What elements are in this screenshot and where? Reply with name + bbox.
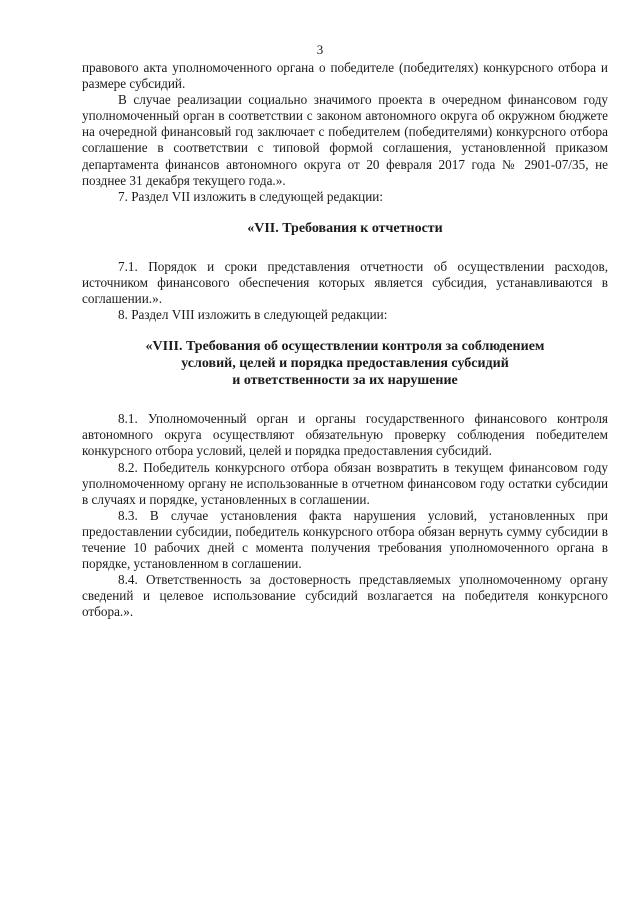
intro-block [82,60,608,205]
section-viii-heading-line: «VIII. Требования об осуществлении контроля за соблюдением [145,339,545,355]
paragraph-item-7: 7. Раздел VII изложить в следующей редакции: [118,188,383,204]
section-vii-body [82,259,608,323]
paragraph-7-1: 7.1. Порядок и сроки представления отчетности об осуществлении расходов, источником финансового обеспечения которых является субсидия, устанавливаются в соглашении.». [82,258,608,307]
section-viii-heading-line: условий, целей и порядка предоставления субсидий [181,356,509,372]
section-vii-heading: «VII. Требования к отчетности [247,220,443,236]
paragraph-continuation: правового акта уполномоченного органа о победителе (победителях) конкурсного отбора и размере субсидий. [82,60,608,92]
section-viii-heading [82,338,608,389]
paragraph-8-2: 8.2. Победитель конкурсного отбора обязан возвратить в текущем финансовом году уполномоченному органу не использованные в отчетном финансовом году остатки субсидии в случаях и порядке, установленных в соглашении. [82,459,608,507]
paragraph-8-3: 8.3. В случае установления факта нарушения условий, установленных при предоставлении субсидии, победитель конкурсного отбора обязан вернуть сумму субсидии в течение 10 рабочих дней с момента получения требования уполномоченного органа в порядке, установленном в соглашении. [82,507,608,572]
paragraph-8-4: 8.4. Ответственность за достоверность представляемых уполномоченному органу сведений и целевое использование субсидий возлагается на победителя конкурсного отбора.». [82,572,608,620]
section-viii-body [82,411,608,620]
section-viii-heading-line: и ответственности за их нарушение [232,373,458,389]
paragraph-implementation: В случае реализации социально значимого проекта в очередном финансовом году уполномоченный орган в соответствии с законом автономного округа об окружном бюджете на очередной финансовый год заключает с победителем (победителями) конкурсного отбора соглашение в соответствии с типовой формой соглашения, установленной приказом департамента финансов автономного округа от 20 февраля 2017 года № 2901-07/35, не позднее 31 декабря текущего года.». [82,92,608,188]
document-body [82,60,608,620]
page-number: 3 [316,42,324,57]
paragraph-8-1: 8.1. Уполномоченный орган и органы государственного финансового контроля автономного округа осуществляют обязательную проверку соблюдения победителем конкурсного отбора условий, целей и порядка предоставления субсидий. [82,411,608,459]
paragraph-item-8: 8. Раздел VIII изложить в следующей редакции: [118,307,388,323]
